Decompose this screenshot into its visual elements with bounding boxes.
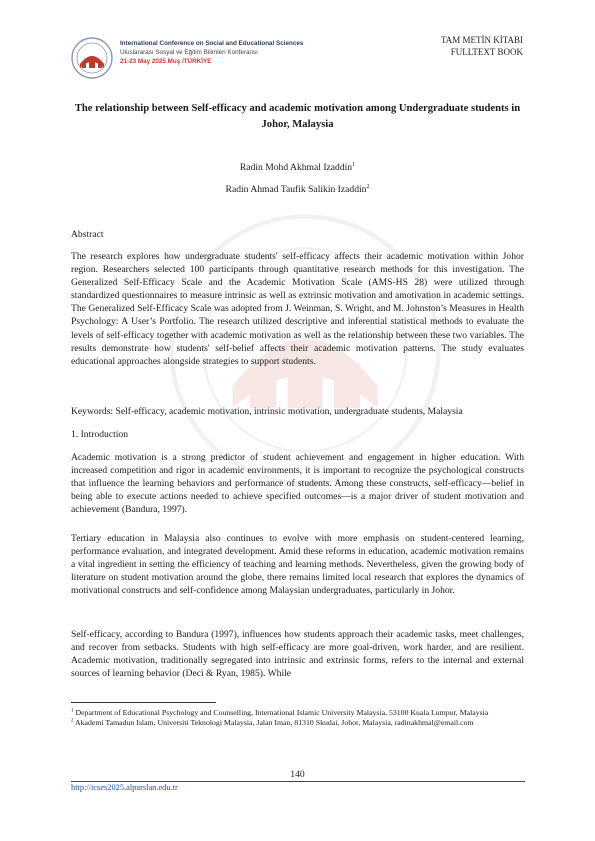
conference-logo-icon [70,36,114,80]
paragraph: Academic motivation is a strong predictor of student achievement and engagement in higher education. With increased competition and rigor in academic environments, it is important to recognize the psychological constructs that influence the learning behaviors and performance of students. Among these constructs, self-efficacy—belief in being able to execute actions needed to achieve specified outcomes—is a major driver of student motivation and achievement (Bandura, 1997). [71,452,524,516]
footnote-divider [71,702,216,703]
footer-divider [71,781,525,782]
author-1 [0,162,595,173]
footnote-text: Department of Educational Psychology and Counselling, International Islamic University Malaysia, 53100 Kuala Lumpur, Malaysia [75,708,489,717]
footnotes [71,708,526,729]
abstract-text: The research explores how undergraduate students' self-efficacy affects their academic motivation within Johor region. Researchers selected 100 participants through quantitative research methods for this investigation. The Generalized Self-Efficacy Scale and the Academic Motivation Scale (AMS-HS 28) were utilized through standardized questionnaires to measure intrinsic as well as extrinsic motivation and amotivation in academic settings. The Generalized Self-Efficacy Scale was adopted from J. Weinman, S. Wright, and M. Johnston’s Measures in Health Psychology: A User’s Portfolio. The research utilized descriptive and inferential statistical methods to evaluate the levels of self-efficacy together with academic motivation as well as the relationship between these two variables. The results demonstrate how students' self-belief affects their academic motivation patterns. The study evaluates educational approaches alongside strategies to support students. [71,251,524,367]
footnote-mark: 2 [71,718,74,724]
book-label-tr: TAM METİN KİTABI [440,35,523,45]
conference-name: International Conference on Social and Educational Sciences [120,40,304,47]
author-name: Radin Mohd Akhmal Izaddin [239,162,353,173]
footnote-text: Akademi Tamadun Islam, Universiti Teknologi Malaysia, Jalan Iman, 81310 Skudai, Johor, Malaysia, radinakhmal@email.com [75,718,474,728]
paragraph: Self-efficacy, according to Bandura (1997), influences how students approach their academic tasks, meet challenges, and recover from setbacks. Students with high self-efficacy are more goal-driven, work harder, and are resilient. Academic motivation, traditionally segregated into intrinsic and extrinsic forms, refers to the internal and external sources of learning behavior (Deci & Ryan, 1985). While [71,629,524,680]
conference-name-turkish: Uluslararası Sosyal ve Eğitim Bilimleri Konferansı [120,49,258,56]
page-number: 140 [290,769,305,780]
footnote-mark: 1 [71,708,74,714]
author-2 [0,184,595,195]
book-label [441,35,523,58]
conference-dates: 21-23 May 2025 Muş /TÜRKİYE [120,58,212,65]
keywords: Keywords: Self-efficacy, academic motivation, intrinsic motivation, undergraduate students, Malaysia [71,406,463,417]
author-footnote-mark: 1 [352,161,356,168]
section-heading-introduction: 1. Introduction [71,429,129,440]
footer-url-link[interactable]: http://icses2025.alparslan.edu.tr [71,783,178,792]
footnote-1 [71,708,526,718]
footnote-2 [71,718,526,728]
conference-header [120,39,370,66]
author-footnote-mark: 2 [366,183,370,190]
author-name: Radin Ahmad Taufik Salikin Izaddin [225,184,367,195]
paragraph: Tertiary education in Malaysia also continues to evolve with more emphasis on student-centered learning, performance evaluation, and integrated development. Amid these reforms in education, academic motivation remains a vital ingredient in setting the efficiency of teaching and learning methods. Nevertheless, given the growing body of literature on student motivation around the globe, there remains limited local research that explores the dynamics of motivational constructs and self-confidence among Malaysian undergraduates, particularly in Johor. [71,533,524,597]
paper-title: The relationship between Self-efficacy and academic motivation among Undergraduate students in Johor, Malaysia [74,103,521,130]
abstract-heading: Abstract [71,229,104,240]
book-label-en: FULLTEXT BOOK [450,46,523,57]
